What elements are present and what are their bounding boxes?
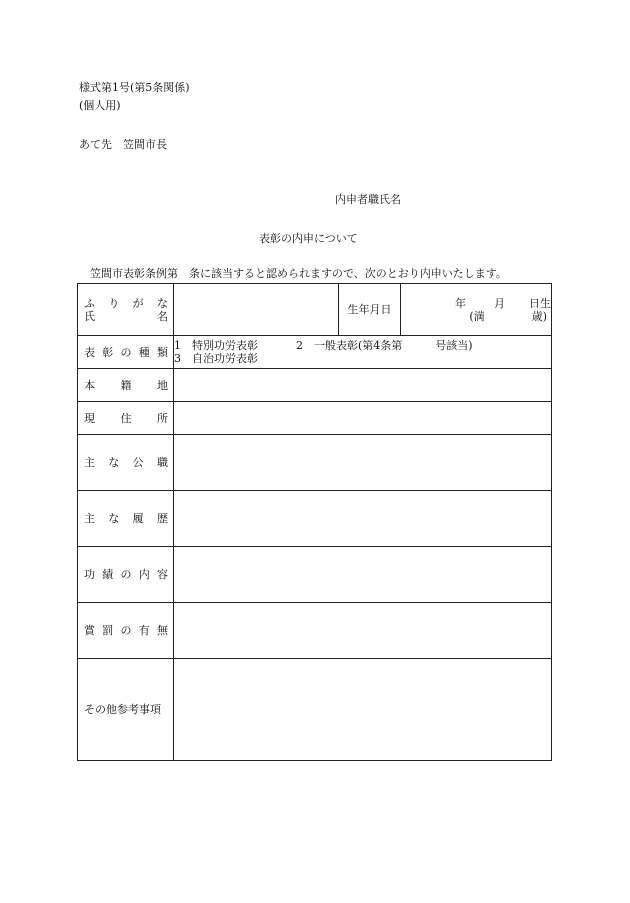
public-office-label: 主 な 公 職 xyxy=(84,456,168,469)
furigana-label: ふ り が な xyxy=(84,296,168,310)
birth-date-input[interactable]: 年 月 日生 (満 歳) xyxy=(401,284,552,336)
awards-penalties-input[interactable] xyxy=(174,603,552,659)
achievements-input[interactable] xyxy=(174,547,552,603)
document-title: 表彰の内申について xyxy=(259,232,358,245)
name-label: 氏 名 xyxy=(84,309,168,323)
intro-text: 笠間市表彰条例第 条に該当すると認められますので、次のとおり内申いたします。 xyxy=(90,267,507,280)
birth-label: 生年月日 xyxy=(339,284,401,336)
award-kind-label-cell xyxy=(78,336,174,369)
row-other xyxy=(78,659,552,761)
award-option-1: 1 特別功労表彰 xyxy=(174,339,258,352)
award-option-2: 2 一般表彰(第4条第 号該当) xyxy=(296,339,473,352)
name-label-cell xyxy=(78,284,174,336)
row-name xyxy=(78,284,552,336)
other-label: その他参考事項 xyxy=(84,703,161,716)
row-public-office xyxy=(78,435,552,491)
achievements-label: 功 績 の 内 容 xyxy=(84,568,168,581)
row-awards-penalties xyxy=(78,603,552,659)
address-input[interactable] xyxy=(174,402,552,435)
award-kind-label: 表 彰 の 種 類 xyxy=(84,345,168,359)
usage-note: (個人用) xyxy=(79,99,121,112)
award-kind-options[interactable] xyxy=(174,336,552,369)
other-input[interactable] xyxy=(174,659,552,761)
history-label: 主 な 履 歴 xyxy=(84,512,168,525)
submitter-label: 内申者職氏名 xyxy=(335,193,401,206)
row-address xyxy=(78,402,552,435)
form-number: 様式第1号(第5条関係) xyxy=(79,81,190,94)
name-input[interactable] xyxy=(174,284,339,336)
honseki-input[interactable] xyxy=(174,369,552,402)
row-award-kind xyxy=(78,336,552,369)
row-achievements xyxy=(78,547,552,603)
address-label: 現 住 所 xyxy=(84,411,168,425)
public-office-input[interactable] xyxy=(174,435,552,491)
awards-penalties-label: 賞 罰 の 有 無 xyxy=(84,624,168,637)
row-history xyxy=(78,491,552,547)
award-option-3: 3 自治功労表彰 xyxy=(174,352,258,365)
history-input[interactable] xyxy=(174,491,552,547)
application-form-table xyxy=(77,283,552,761)
honseki-label: 本 籍 地 xyxy=(84,378,168,392)
row-honseki xyxy=(78,369,552,402)
addressee: あて先 笠間市長 xyxy=(79,138,167,151)
